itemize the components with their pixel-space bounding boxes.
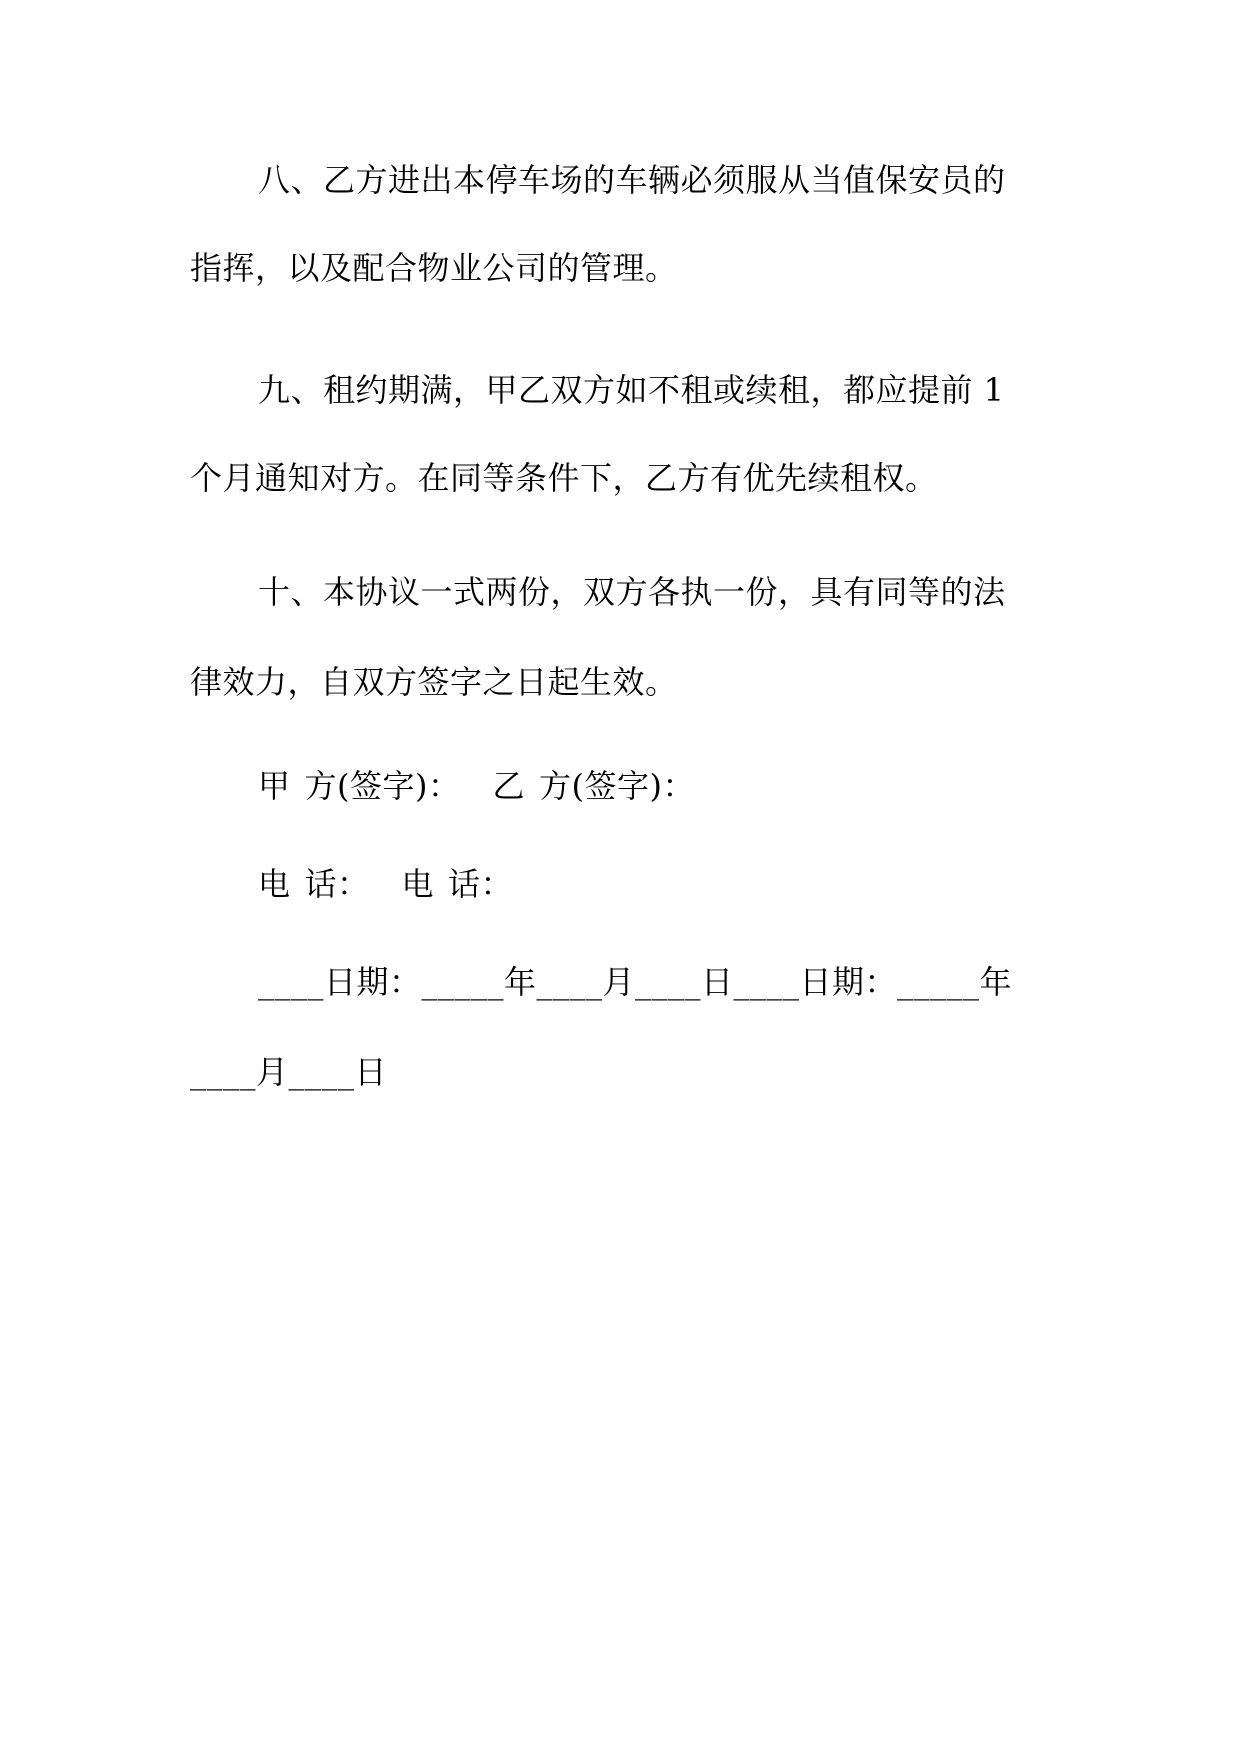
clause-10-line-2: 律效力，自双方签字之日起生效。 <box>190 663 678 701</box>
party-a-label: 方(签字)： <box>304 767 461 805</box>
date-line-2: ____月____日 <box>190 1053 388 1091</box>
clause-9-line-1: 九、租约期满，甲乙双方如不租或续租，都应提前 1 <box>258 371 1005 409</box>
clause-10-line-1: 十、本协议一式两份，双方各执一份，具有同等的法 <box>258 573 1006 611</box>
clause-8-line-1: 八、乙方进出本停车场的车辆必须服从当值保安员的 <box>258 161 1006 199</box>
party-a-label-char: 甲 <box>258 767 291 805</box>
phone-b-label: 话： <box>448 865 514 903</box>
phone-line <box>258 864 513 904</box>
date-line-1: ____日期：_____年____月____日____日期：_____年 <box>258 963 1013 1001</box>
signature-line <box>258 766 695 806</box>
party-b-label: 方(签字)： <box>539 767 695 805</box>
party-b-label-char: 乙 <box>492 767 526 805</box>
phone-a-label-char: 电 <box>258 865 291 903</box>
phone-a-label: 话： <box>304 865 370 903</box>
phone-b-label-char: 电 <box>401 865 435 903</box>
clause-9-line-2: 个月通知对方。在同等条件下，乙方有优先续租权。 <box>190 459 938 497</box>
clause-8-line-2: 指挥，以及配合物业公司的管理。 <box>190 249 678 287</box>
